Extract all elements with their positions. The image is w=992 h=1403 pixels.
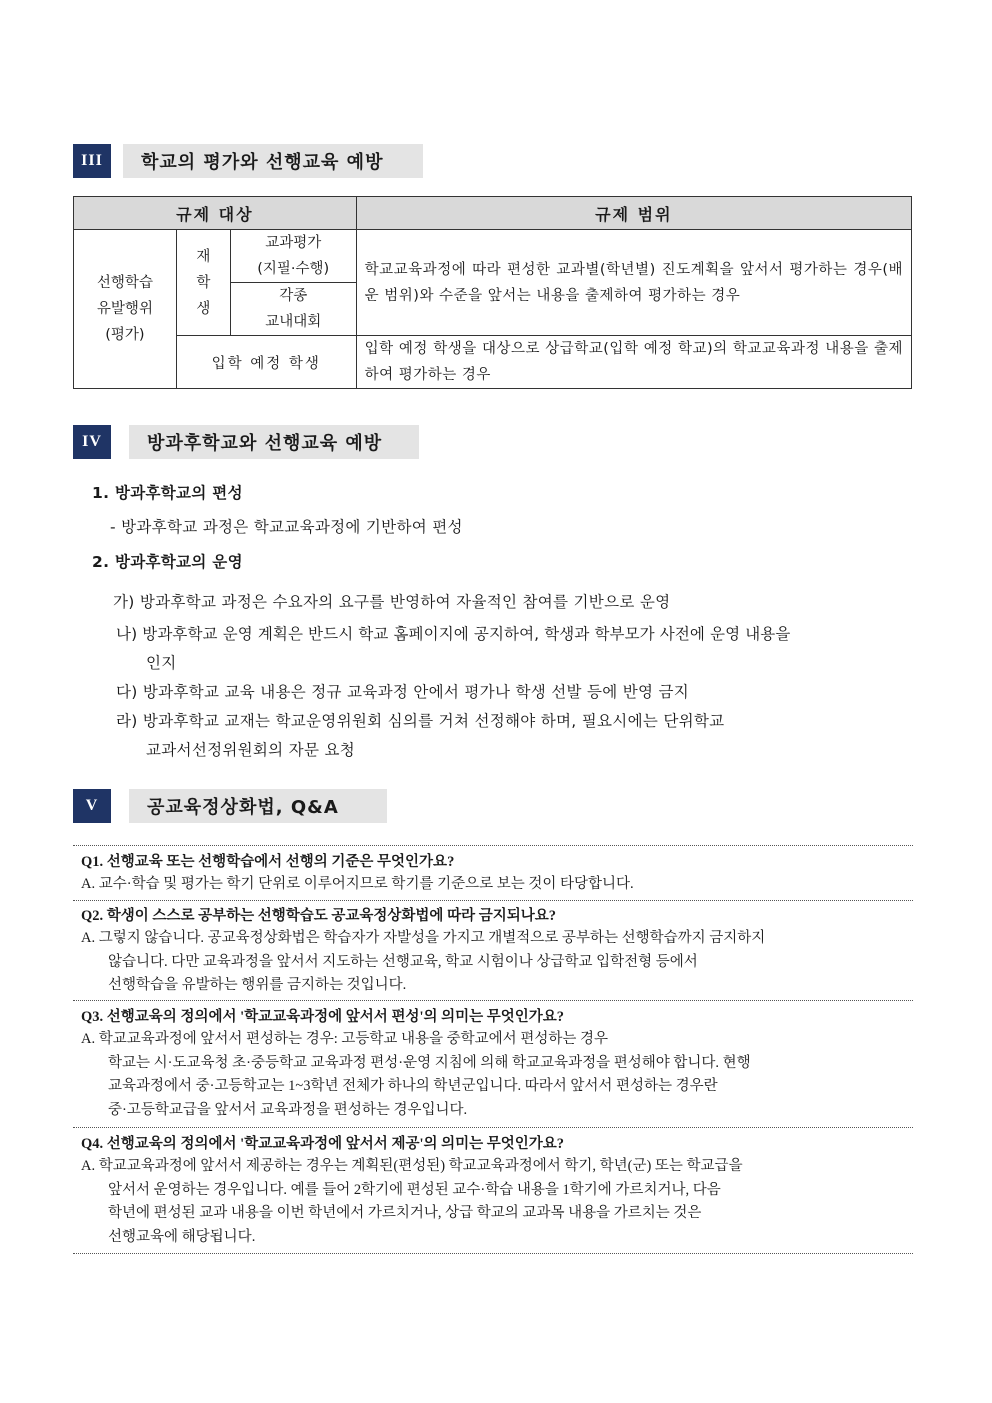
qa-3 — [73, 1000, 913, 1122]
qa-2 — [73, 900, 913, 998]
row-contests: 각종 교내대회 — [230, 283, 356, 336]
header-scope: 규제 범위 — [356, 197, 911, 230]
group-label: 선행학습 유발행위 (평가) — [74, 230, 177, 389]
scope-students: 학교교육과정에 따라 편성한 교과별(학년별) 진도계획을 앞서서 평가하는 경우(배운 범위)와 수준을 앞서는 내용을 출제하여 평가하는 경우 — [356, 230, 911, 336]
section-5-title: 공교육정상화법, Q&A — [129, 789, 387, 823]
question-1: Q1. 선행교육 또는 선행학습에서 선행의 기준은 무엇인가요? — [81, 854, 455, 870]
question-3: Q3. 선행교육의 정의에서 '학교교육과정에 앞서서 편성'의 의미는 무엇인가요? — [81, 1009, 565, 1025]
question-2: Q2. 학생이 스스로 공부하는 선행학습도 공교육정상화법에 따라 금지되나요? — [81, 908, 556, 924]
row-subject-eval: 교과평가 (지필·수행) — [230, 230, 356, 283]
qa-1 — [73, 845, 913, 897]
question-4: Q4. 선행교육의 정의에서 '학교교육과정에 앞서서 제공'의 의미는 무엇인가요? — [81, 1136, 565, 1152]
section-5-header — [73, 789, 387, 823]
answer-2: A. 그렇지 않습니다. 공교육정상화법은 학습자가 자발성을 가지고 개별적으로 공부하는 선행학습까지 금지하지 않습니다. 다만 교육과정을 앞서서 지도하는 선행교육, 학교 시험이나 상급학교 입학전형 등에서 선행학습을 유발하는 행위를 금지하는 것입니다. — [81, 930, 766, 993]
qa-4 — [73, 1127, 913, 1249]
student-label: 재 학 생 — [176, 230, 230, 336]
section-3-number: III — [73, 144, 111, 178]
answer-1: A. 교수·학습 및 평가는 학기 단위로 이루어지므로 학기를 기준으로 보는 것이 타당합니다. — [81, 876, 634, 892]
item-ra-cont: 교과서선정위원회의 자문 요청 — [146, 741, 356, 759]
answer-4: A. 학교교육과정에 앞서서 제공하는 경우는 계획된(편성된) 학교교육과정에서 학기, 학년(군) 또는 학교급을 앞서서 운영하는 경우입니다. 예를 들어 2학기에 편성된 교수·학습 내용을 1학기에 가르치거나, 다음 학년에 편성된 교과 내용을 이번 학년에서 가르치거나, 상급 학교의 교과목 내용을 가르치는 것은 선행교육에 해당됩니다. — [81, 1158, 743, 1245]
scope-incoming: 입학 예정 학생을 대상으로 상급학교(입학 예정 학교)의 학교교육과정 내용을 출제하여 평가하는 경우 — [356, 336, 911, 389]
answer-3: A. 학교교육과정에 앞서서 편성하는 경우: 고등학교 내용을 중학교에서 편성하는 경우 학교는 시·도교육청 초·중등학교 교육과정 편성·운영 지침에 의해 학교교육과정을 편성해야 합니다. 현행 교육과정에서 중·고등학교는 1~3학년 전체가 하나의 학년군입니다. 따라서 앞서서 편성하는 경우란 중·고등학교급을 앞서서 교육과정을 편성하는 경우입니다. — [81, 1031, 751, 1118]
section-4-title: 방과후학교와 선행교육 예방 — [129, 425, 419, 459]
heading-1: 1. 방과후학교의 편성 — [92, 484, 243, 502]
header-target: 규제 대상 — [74, 197, 357, 230]
row-incoming-students: 입학 예정 학생 — [176, 336, 356, 389]
heading-2: 2. 방과후학교의 운영 — [92, 553, 243, 571]
regulation-table — [73, 196, 912, 389]
item-na: 나) 방과후학교 운영 계획은 반드시 학교 홈페이지에 공지하여, 학생과 학부모가 사전에 운영 내용을 — [116, 625, 791, 643]
section-4-number: IV — [73, 425, 111, 459]
item-ga: 가) 방과후학교 과정은 수요자의 요구를 반영하여 자율적인 참여를 기반으로 운영 — [113, 593, 671, 611]
section-3-title: 학교의 평가와 선행교육 예방 — [123, 144, 423, 178]
section-5-number: V — [73, 789, 111, 823]
section-4-header — [73, 425, 419, 459]
section-3-header — [73, 144, 423, 178]
item-da: 다) 방과후학교 교육 내용은 정규 교육과정 안에서 평가나 학생 선발 등에 반영 금지 — [116, 683, 690, 701]
qa-end-divider — [73, 1253, 913, 1254]
heading-1-item: - 방과후학교 과정은 학교교육과정에 기반하여 편성 — [110, 518, 463, 536]
item-na-cont: 인지 — [146, 654, 177, 672]
item-ra: 라) 방과후학교 교재는 학교운영위원회 심의를 거쳐 선정해야 하며, 필요시에는 단위학교 — [116, 712, 725, 730]
